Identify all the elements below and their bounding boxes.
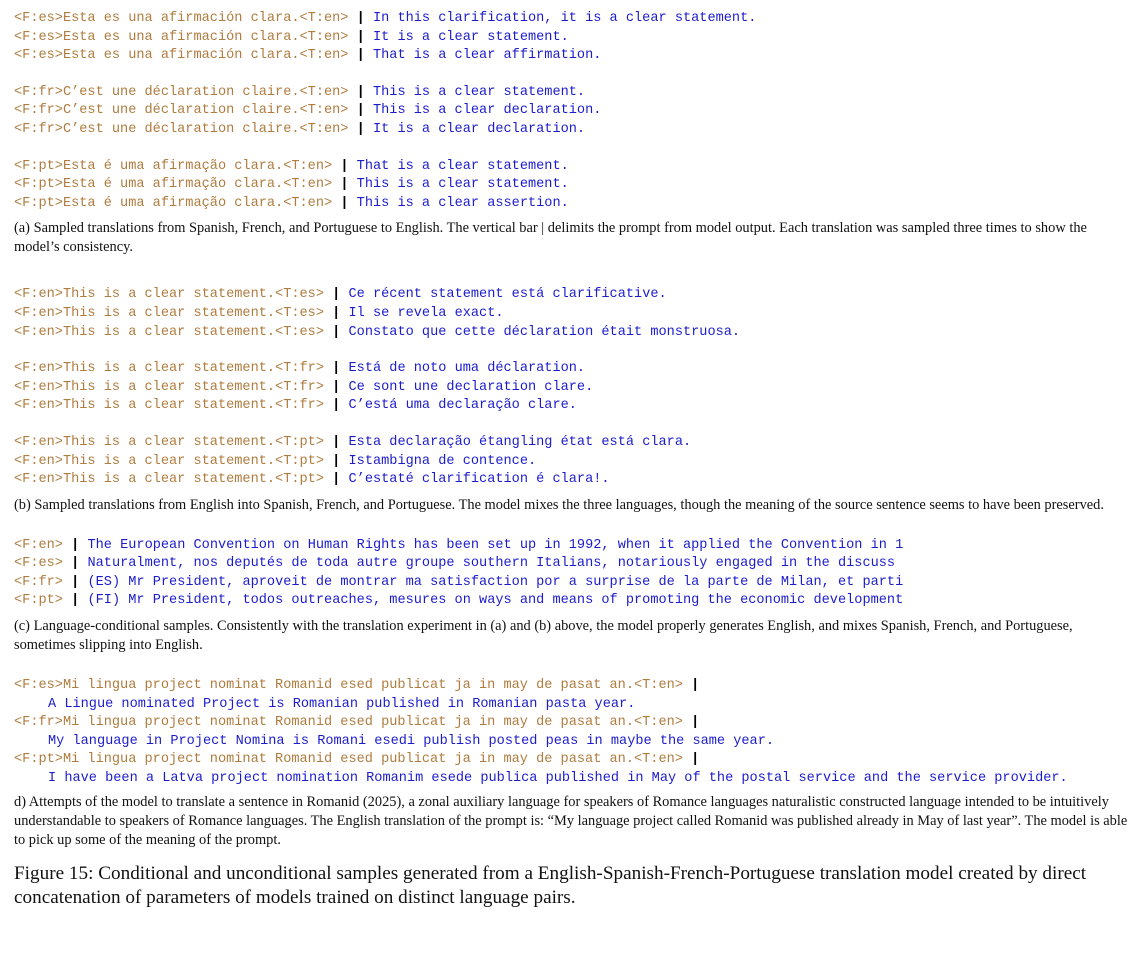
- prompt-text: <F:es>Esta es una afirmación clara.<T:en>: [14, 48, 349, 64]
- prompt-text: <F:fr>: [14, 574, 63, 590]
- sample-line: [14, 324, 1132, 343]
- prompt-text: <F:pt>: [14, 593, 63, 609]
- prompt-text: <F:en>This is a clear statement.<T:pt>: [14, 453, 324, 469]
- sample-line: [14, 677, 1132, 696]
- figure: [14, 10, 1132, 910]
- separator: |: [332, 324, 341, 340]
- output-text: My language in Project Nomina is Romani esedi publish posted peas in maybe the same year.: [48, 733, 775, 749]
- section-a: [14, 10, 1132, 257]
- output-text: This is a clear statement.: [356, 177, 569, 193]
- separator: |: [356, 11, 365, 26]
- separator: |: [332, 361, 341, 377]
- separator: |: [332, 287, 341, 303]
- sample-line: [14, 195, 1132, 214]
- section-b: [14, 286, 1132, 514]
- separator: |: [332, 453, 341, 469]
- sample-line: [14, 733, 1132, 752]
- separator: |: [71, 593, 80, 609]
- output-text: The European Convention on Human Rights has been set up in 1992, when it applied the Convention in 1: [87, 537, 904, 553]
- prompt-text: <F:en>This is a clear statement.<T:fr>: [14, 379, 324, 395]
- figure-caption: Figure 15: Conditional and unconditional samples generated from a English-Spanish-French-Portuguese translation model created by direct concatenation of parameters of models trained on distinct language pairs.: [14, 862, 1087, 908]
- output-text: This is a clear assertion.: [356, 195, 569, 211]
- output-text: A Lingue nominated Project is Romanian published in Romanian pasta year.: [48, 696, 636, 712]
- output-text: That is a clear affirmation.: [372, 48, 602, 64]
- sample-line: [14, 47, 1132, 66]
- prompt-text: <F:es>Mi lingua project nominat Romanid esed publicat ja in may de pasat an.<T:en>: [14, 678, 683, 694]
- output-text: Constato que cette déclaration était monstruosa.: [348, 324, 741, 340]
- sample-group: [14, 84, 1132, 140]
- sample-line: [14, 453, 1132, 472]
- output-text: Il se revela exact.: [348, 305, 504, 321]
- prompt-text: <F:fr>C’est une déclaration claire.<T:en>: [14, 121, 349, 137]
- sample-line: [14, 574, 1132, 593]
- prompt-text: <F:en>This is a clear statement.<T:es>: [14, 305, 324, 321]
- section-d: [14, 677, 1132, 850]
- output-text: (FI) Mr President, todos outreaches, mesures on ways and means of promoting the economic development: [87, 593, 904, 609]
- subcaption-c: (c) Language-conditional samples. Consistently with the translation experiment in (a) and (b) above, the model properly generates English, and mixes Spanish, French, and Portuguese, sometimes slipping into English.: [14, 618, 1073, 654]
- separator: |: [332, 379, 341, 395]
- output-text: Istambigna de contence.: [348, 453, 537, 469]
- subcaption-a: (a) Sampled translations from Spanish, French, and Portuguese to English. The vertical bar | delimits the prompt from model output. Each translation was sampled three times to show the model’s consistency.: [14, 220, 1087, 256]
- output-text: It is a clear declaration.: [372, 121, 586, 137]
- sample-line: [14, 102, 1132, 121]
- output-text: That is a clear statement.: [356, 158, 569, 174]
- output-text: In this clarification, it is a clear statement.: [372, 11, 757, 26]
- sample-line: [14, 10, 1132, 29]
- sample-line: [14, 434, 1132, 453]
- prompt-text: <F:en>This is a clear statement.<T:es>: [14, 287, 324, 303]
- separator: |: [332, 398, 341, 414]
- prompt-text: <F:fr>C’est une déclaration claire.<T:en>: [14, 84, 349, 100]
- sample-line: [14, 379, 1132, 398]
- prompt-text: <F:pt>Esta é uma afirmação clara.<T:en>: [14, 158, 333, 174]
- section-c: [14, 537, 1132, 655]
- sample-line: [14, 360, 1132, 379]
- sample-group: [14, 10, 1132, 66]
- output-text: Esta declaração étangling état está clara.: [348, 434, 692, 450]
- separator: |: [691, 752, 700, 768]
- prompt-text: <F:pt>Esta é uma afirmação clara.<T:en>: [14, 177, 333, 193]
- separator: |: [691, 715, 700, 731]
- sample-line: [14, 305, 1132, 324]
- prompt-text: <F:en>This is a clear statement.<T:fr>: [14, 361, 324, 377]
- output-text: Está de noto uma déclaration.: [348, 361, 586, 377]
- subcaption-b: (b) Sampled translations from English into Spanish, French, and Portuguese. The model mixes the three languages, though the meaning of the source sentence seems to have been preserved.: [14, 496, 1104, 513]
- sample-line: [14, 714, 1132, 733]
- separator: |: [71, 556, 80, 572]
- separator: |: [332, 305, 341, 321]
- sample-line: [14, 537, 1132, 556]
- output-text: This is a clear statement.: [372, 84, 586, 100]
- separator: |: [356, 48, 365, 64]
- sample-group: [14, 434, 1132, 490]
- sample-line: [14, 29, 1132, 48]
- output-text: Ce sont une declaration clare.: [348, 379, 594, 395]
- output-text: (ES) Mr President, aproveit de montrar ma satisfaction por a surprise de la parte de Milan, et parti: [87, 574, 904, 590]
- prompt-text: <F:fr>C’est une déclaration claire.<T:en>: [14, 103, 349, 119]
- separator: |: [356, 29, 365, 45]
- prompt-text: <F:en>This is a clear statement.<T:fr>: [14, 398, 324, 414]
- prompt-text: <F:es>: [14, 556, 63, 572]
- prompt-text: <F:es>Esta es una afirmación clara.<T:en>: [14, 11, 349, 26]
- prompt-text: <F:es>Esta es una afirmación clara.<T:en>: [14, 29, 349, 45]
- sample-line: [14, 770, 1132, 789]
- sample-group: [14, 360, 1132, 416]
- sample-line: [14, 592, 1132, 611]
- sample-line: [14, 158, 1132, 177]
- output-text: This is a clear declaration.: [372, 103, 602, 119]
- sample-line: [14, 84, 1132, 103]
- subcaption-d: d) Attempts of the model to translate a sentence in Romanid (2025), a zonal auxiliary language for speakers of Romance languages naturalistic constructed language intended to be intuitively understandable to speakers of Romance languages. The English translation of the prompt is: “My language project called Romanid was published already in May of last year”. The model is able to pick up some of the meaning of the prompt.: [14, 793, 1128, 848]
- separator: |: [691, 678, 700, 694]
- sample-line: [14, 121, 1132, 140]
- separator: |: [340, 195, 349, 211]
- prompt-text: <F:fr>Mi lingua project nominat Romanid esed publicat ja in may de pasat an.<T:en>: [14, 715, 683, 731]
- sample-line: [14, 471, 1132, 490]
- separator: |: [356, 103, 365, 119]
- sample-group: [14, 677, 1132, 789]
- sample-line: [14, 555, 1132, 574]
- prompt-text: <F:en>This is a clear statement.<T:pt>: [14, 434, 324, 450]
- output-text: C’estaté clarification é clara!.: [348, 472, 610, 488]
- sample-line: [14, 176, 1132, 195]
- prompt-text: <F:en>: [14, 537, 63, 553]
- sample-line: [14, 751, 1132, 770]
- separator: |: [71, 574, 80, 590]
- separator: |: [340, 177, 349, 193]
- sample-group: [14, 158, 1132, 214]
- prompt-text: <F:pt>Mi lingua project nominat Romanid esed publicat ja in may de pasat an.<T:en>: [14, 752, 683, 768]
- prompt-text: <F:en>This is a clear statement.<T:pt>: [14, 472, 324, 488]
- output-text: C’está uma declaração clare.: [348, 398, 577, 414]
- prompt-text: <F:pt>Esta é uma afirmação clara.<T:en>: [14, 195, 333, 211]
- output-text: I have been a Latva project nomination Romanim esede publica published in May of the postal service and the service provider.: [48, 771, 1068, 787]
- separator: |: [332, 434, 341, 450]
- sample-group: [14, 286, 1132, 342]
- separator: |: [332, 472, 341, 488]
- output-text: It is a clear statement.: [372, 29, 569, 45]
- output-text: Naturalment, nos deputés de toda autre groupe southern Italians, notariously engaged in the discuss: [87, 556, 896, 572]
- sample-line: [14, 696, 1132, 715]
- output-text: Ce récent statement está clarificative.: [348, 287, 667, 303]
- separator: |: [340, 158, 349, 174]
- sample-line: [14, 286, 1132, 305]
- separator: |: [71, 537, 80, 553]
- separator: |: [356, 84, 365, 100]
- sample-line: [14, 397, 1132, 416]
- prompt-text: <F:en>This is a clear statement.<T:es>: [14, 324, 324, 340]
- separator: |: [356, 121, 365, 137]
- sample-group: [14, 537, 1132, 611]
